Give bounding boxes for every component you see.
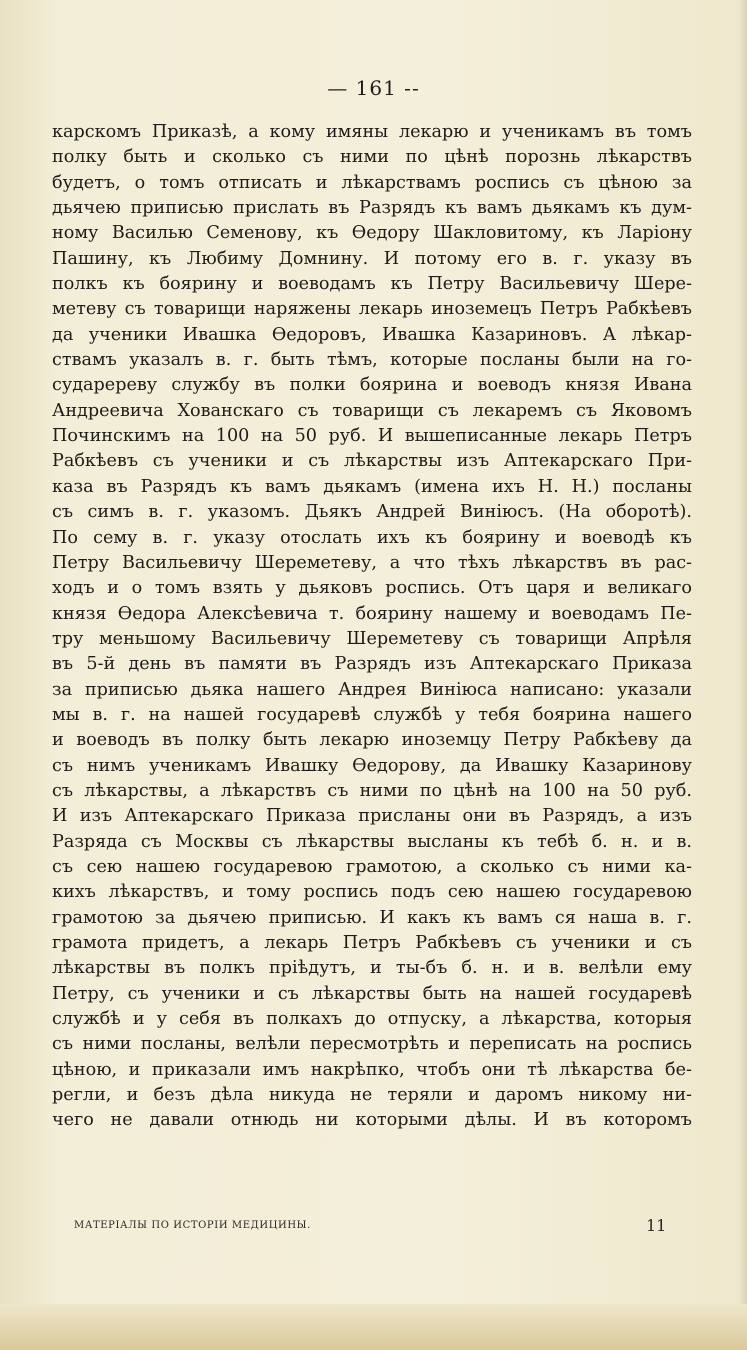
text-line: князя Ѳедора Алексѣевича т. боярину нашему и воеводамъ Пе- xyxy=(52,603,692,624)
footer-signature-mark: 11 xyxy=(646,1216,667,1235)
text-line: ствамъ указалъ в. г. быть тѣмъ, которые посланы были на го- xyxy=(52,350,692,371)
text-line: полку быть и сколько съ ними по цѣнѣ порознь лѣкарствъ xyxy=(52,147,692,168)
text-line: Разряда съ Москвы съ лѣкарствы высланы къ тебѣ б. н. и в. xyxy=(52,831,692,852)
text-line: цѣною, и приказали имъ накрѣпко, чтобъ они тѣ лѣкарства бе- xyxy=(52,1059,692,1080)
text-line: сударереву службу въ полки боярина и воеводъ князя Ивана xyxy=(52,375,692,396)
text-line: въ 5-й день въ памяти въ Разрядъ изъ Аптекарскаго Приказа xyxy=(52,654,692,675)
text-line: грамота придетъ, а лекарь Петръ Рабкѣевъ съ ученики и съ xyxy=(52,933,692,953)
text-line: регли, и безъ дѣла никуда не теряли и даромъ никому ни- xyxy=(52,1085,692,1106)
page-edge-shadow xyxy=(739,0,747,1350)
text-line: Петру, съ ученики и съ лѣкарствы быть на нашей государевѣ xyxy=(52,983,692,1004)
text-line: съ нимъ ученикамъ Ивашку Ѳедорову, да Ивашку Казаринову xyxy=(52,755,692,776)
footer-series-title: МАТЕРІАЛЫ ПО ИСТОРІИ МЕДИЦИНЫ. xyxy=(74,1220,311,1231)
text-line: каза въ Разрядъ къ вамъ дьякамъ (имена ихъ Н. Н.) посланы xyxy=(52,476,692,497)
text-line: ному Василью Семенову, къ Ѳедору Шакловитому, къ Ларіону xyxy=(52,223,692,244)
text-line: ходъ и о томъ взять у дьяковъ роспись. Отъ царя и великаго xyxy=(52,578,692,599)
text-line: карскомъ Приказѣ, а кому имяны лекарю и ученикамъ въ томъ xyxy=(52,122,692,142)
text-line: будетъ, о томъ отписать и лѣкарствамъ роспись съ цѣною за xyxy=(52,172,692,193)
body-text xyxy=(52,120,692,1134)
text-line: Петру Васильевичу Шереметеву, а что тѣхъ лѣкарствъ въ рас- xyxy=(52,552,692,573)
text-line: и воеводъ въ полку быть лекарю иноземцу Петру Рабкѣеву да xyxy=(52,730,692,751)
page-number: — 161 -- xyxy=(327,76,420,100)
text-line: Починскимъ на 100 на 50 руб. И вышеписанные лекарь Петръ xyxy=(52,426,692,447)
text-line: съ сею нашею государевою грамотою, а сколько съ ними ка- xyxy=(52,856,692,877)
text-line: лѣкарствы въ полкъ пріѣдутъ, и ты-бъ б. н. и в. велѣли ему xyxy=(52,958,692,979)
text-line: тру меньшому Васильевичу Шереметеву съ товарищи Апрѣля xyxy=(52,628,692,649)
text-line: Андреевича Хованскаго съ товарищи съ лекаремъ съ Яковомъ xyxy=(52,400,692,421)
text-line: мы в. г. на нашей государевѣ службѣ у тебя боярина нашего xyxy=(52,704,692,725)
text-line: метеву съ товарищи наряжены лекарь иноземецъ Петръ Рабкѣевъ xyxy=(52,299,692,320)
text-line: за приписью дьяка нашего Андрея Виніюса написано: указали xyxy=(52,679,692,700)
text-line: съ ними посланы, велѣли пересмотрѣть и переписать на роспись xyxy=(52,1034,692,1055)
text-line: службѣ и у себя въ полкахъ до отпуску, а лѣкарства, которыя xyxy=(52,1009,692,1030)
text-line: полкъ къ боярину и воеводамъ къ Петру Васильевичу Шере- xyxy=(52,274,692,295)
text-line: да ученики Ивашка Ѳедоровъ, Ивашка Казариновъ. А лѣкар- xyxy=(52,324,692,345)
text-line: кихъ лѣкарствъ, и тому роспись подъ сею нашею государевою xyxy=(52,882,692,903)
text-line: грамотою за дьячею приписью. И какъ къ вамъ ся наша в. г. xyxy=(52,907,692,928)
text-line: Рабкѣевъ съ ученики и съ лѣкарствы изъ Аптекарскаго При- xyxy=(52,451,692,472)
text-line: Пашину, къ Любиму Домнину. И потому его в. г. указу въ xyxy=(52,248,692,269)
text-line: чего не давали отнюдь ни которыми дѣлы. И въ которомъ xyxy=(52,1110,692,1131)
text-line: съ симъ в. г. указомъ. Дьякъ Андрей Виніюсъ. (На оборотѣ). xyxy=(52,502,692,523)
text-line: И изъ Аптекарскаго Приказа присланы они въ Разрядъ, а изъ xyxy=(52,806,692,827)
text-line: съ лѣкарствы, а лѣкарствъ съ ними по цѣнѣ на 100 на 50 руб. xyxy=(52,780,692,801)
text-line: По сему в. г. указу отослать ихъ къ боярину и воеводѣ къ xyxy=(52,527,692,548)
page-bottom-margin xyxy=(0,1304,747,1350)
text-line: дьячею приписью прислать въ Разрядъ къ вамъ дьякамъ къ дум- xyxy=(52,198,692,219)
